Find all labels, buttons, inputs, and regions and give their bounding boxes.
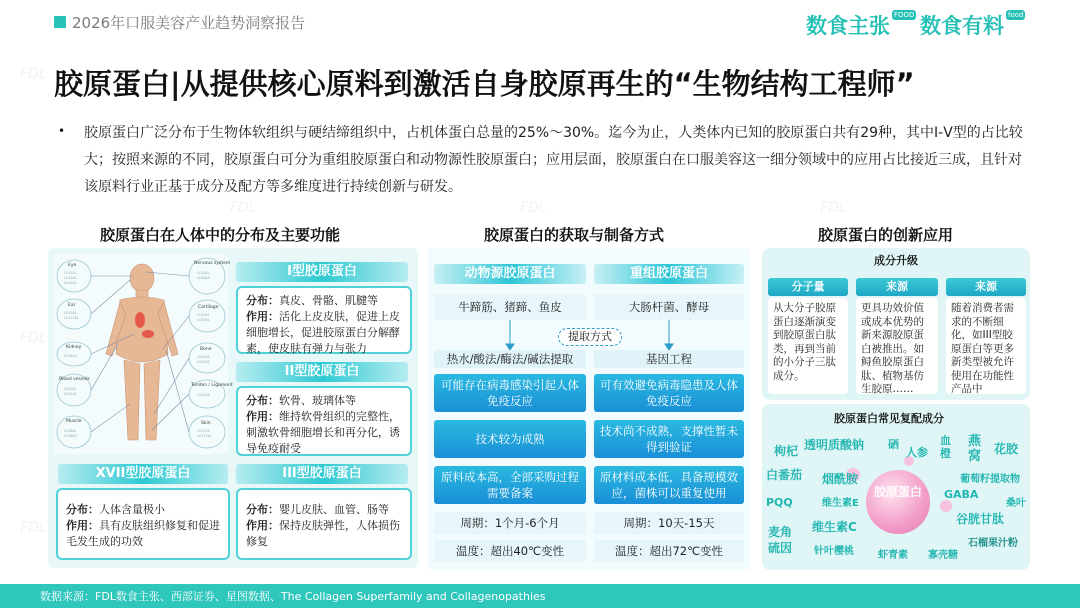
animal-source-materials: 牛蹄筋、猪蹄、鱼皮 [434, 294, 586, 320]
ingredient-white-tomato: 白番茄 [766, 468, 803, 482]
animal-row-safety: 可能存在病毒感染引起人体免疫反应 [434, 374, 586, 412]
fig-label-ear: Ear [68, 303, 76, 308]
svg-text:COL1A1: COL1A1 [64, 271, 77, 275]
svg-text:COL6A1: COL6A1 [64, 429, 77, 433]
ingredient-hyaluronate: 透明质酸钠 [804, 438, 865, 452]
type-i-card [236, 286, 412, 354]
type-ii-header: II型胶原蛋白 [236, 362, 408, 382]
body-collagen-figure [54, 254, 233, 454]
svg-text:COL4A1: COL4A1 [197, 271, 210, 275]
type-ii-dist-label: 分布： [246, 394, 279, 407]
brand-logo-1 [806, 10, 916, 40]
upgrade-card-3-text: 随着消费者需求的不断细化，如III型胶原蛋白等更多新类型被允许使用在功能性产品中 [946, 298, 1026, 394]
svg-text:COL3A1: COL3A1 [64, 387, 77, 391]
header-accent-mark [54, 16, 66, 28]
type-xvii-func-label: 作用： [66, 519, 99, 532]
ingredient-goji: 枸杞 [774, 444, 799, 458]
animal-row-tech: 技术较为成熟 [434, 420, 586, 458]
fig-label-blood-vessels: Blood vessels [59, 377, 90, 382]
ingredient-vitamin-e: 维生素E [822, 498, 859, 509]
right-section-title: 胶原蛋白的创新应用 [818, 226, 954, 244]
ingredient-fish-maw: 花胶 [994, 442, 1019, 456]
brand-1-tag: FOOD [894, 11, 915, 19]
svg-text:COL1A1: COL1A1 [197, 393, 210, 397]
brand-2-tag: food [1008, 11, 1024, 19]
type-iii-card [236, 488, 412, 560]
svg-text:COL4A3: COL4A3 [64, 354, 77, 358]
svg-text:COL4A1: COL4A1 [64, 392, 77, 396]
left-section-title: 胶原蛋白在人体中的分布及主要功能 [100, 226, 341, 244]
ingredient-glutathione: 谷胱甘肽 [956, 512, 1005, 526]
recombinant-row-tech: 技术尚不成熟，支撑性暂未得到验证 [594, 420, 744, 458]
recombinant-header: 重组胶原蛋白 [594, 264, 744, 284]
type-xvii-dist-label: 分布： [66, 503, 99, 516]
type-i-func-label: 作用： [246, 310, 279, 323]
svg-text:COL6A3: COL6A3 [197, 276, 210, 280]
type-iii-dist-label: 分布： [246, 503, 279, 516]
ingredient-ginseng: 人参 [906, 446, 928, 459]
fig-label-cartilage: Cartilage [198, 305, 219, 310]
animal-source-header: 动物源胶原蛋白 [434, 264, 586, 284]
fig-label-kidney: Kidney [66, 345, 82, 350]
type-iii-func-label: 作用： [246, 519, 279, 532]
type-xvii-func: 具有皮肤组织修复和促进毛发生成的功效 [66, 519, 220, 548]
compound-ingredients-title: 胶原蛋白常见复配成分 [834, 412, 944, 425]
page-title: 胶原蛋白|从提供核心原料到激活自身胶原再生的“生物结构工程师” [54, 67, 915, 101]
intro-paragraph: 胶原蛋白广泛分布于生物体软组织与硬结缔组织中，占机体蛋白总量的25%～30%。迄今为止，人类体内已知的胶原蛋白共有29种，其中Ⅰ-Ⅴ型的占比较大；按照来源的不同，胶原蛋白可分为重组胶原蛋白和动物源性胶原蛋白；应用层面，胶原蛋白在口服美容这一细分领域中的应用占比接近三成，且针对该原料行业正基于成分及配方等多维度进行持续创新与研发。 [84, 125, 1023, 195]
recombinant-row-temperature: 温度：超出72℃变性 [594, 540, 744, 562]
svg-text:COL5A1: COL5A1 [64, 281, 77, 285]
ingredient-birdnest: 燕窝 [968, 434, 982, 464]
type-iii-header: III型胶原蛋白 [236, 464, 408, 484]
animal-row-cycle: 周期：1个月-6个月 [434, 512, 586, 534]
recombinant-row-cycle: 周期：10天-15天 [594, 512, 744, 534]
svg-text:COL2A1: COL2A1 [197, 313, 210, 317]
svg-text:COL1A2: COL1A2 [197, 360, 210, 364]
type-i-dist: 真皮、骨骼、肌腱等 [279, 294, 378, 307]
brand-1-name: 数食主张 [806, 14, 890, 38]
ingredient-mulberry-leaf: 桑叶 [1006, 498, 1026, 509]
ingredient-pqq: PQQ [766, 496, 793, 509]
svg-text:COL6A3: COL6A3 [64, 434, 77, 438]
middle-section-title: 胶原蛋白的获取与制备方式 [484, 226, 665, 244]
brand-2-name: 数食有料 [920, 14, 1004, 38]
report-title: 2026年口服美容产业趋势洞察报告 [72, 14, 306, 32]
fig-label-nervous: Nervous system [194, 261, 231, 266]
ingredient-blood-orange: 血橙 [940, 434, 951, 460]
type-xvii-card [56, 488, 230, 560]
svg-text:COL17A1: COL17A1 [197, 434, 212, 438]
type-ii-card [236, 386, 412, 456]
svg-text:COL11A1: COL11A1 [64, 316, 79, 320]
svg-text:COL7A1: COL7A1 [197, 429, 210, 433]
type-ii-dist: 软骨、玻璃体等 [279, 394, 356, 407]
recombinant-source-materials: 大肠杆菌、酵母 [594, 294, 744, 320]
upgrade-card-1-head: 分子量 [768, 278, 848, 296]
fig-label-bone: Bone [200, 347, 212, 352]
bullet-dot: • [58, 124, 66, 138]
type-xvii-header: XVII型胶原蛋白 [58, 464, 228, 484]
ingredient-ergothioneine: 麦角硫因 [768, 525, 793, 555]
type-i-header: I型胶原蛋白 [236, 262, 408, 282]
ingredient-grape-seed: 葡萄籽提取物 [960, 474, 1020, 485]
type-ii-func: 维持软骨组织的完整性，刺激软骨细胞增长和再分化，诱导免疫耐受 [246, 410, 400, 455]
recombinant-extract-method: 基因工程 [594, 350, 744, 368]
ingredient-gaba: GABA [944, 488, 979, 501]
svg-text:COL2A1: COL2A1 [64, 276, 77, 280]
type-i-dist-label: 分布： [246, 294, 279, 307]
collagen-bubble [866, 470, 930, 534]
brand-logo-2 [920, 10, 1025, 40]
type-iii-dist: 婴儿皮肤、血管、肠等 [279, 503, 389, 516]
fig-label-muscle: Muscle [66, 419, 82, 424]
type-i-func: 活化上皮皮肤，促进上皮细胞增长，促进胶原蛋白分解酵素，使皮肤有弹力与张力 [246, 310, 400, 355]
ingredient-vitamin-c: 维生素C [812, 520, 857, 534]
animal-row-cost: 原料成本高，全部采购过程需要备案 [434, 466, 586, 504]
recombinant-row-cost: 原材料成本低，具备规模效应，菌株可以重复使用 [594, 466, 744, 504]
upgrade-card-2-head: 来源 [856, 278, 938, 296]
collagen-bubble-label: 胶原蛋白 [873, 485, 922, 499]
type-ii-func-label: 作用： [246, 410, 279, 423]
upgrade-card-2-text: 更具功效价值或成本优势的新来源胶原蛋白被推出。如鲟鱼胶原蛋白肽、植物基仿生胶原…… [856, 298, 938, 394]
svg-text:COL1A1: COL1A1 [197, 355, 210, 359]
fig-label-skin: Skin [201, 421, 211, 426]
bubble-small [940, 500, 952, 512]
fig-label-eye: Eye [68, 263, 77, 268]
animal-extract-method: 热水/酸法/酶法/碱法提取 [434, 350, 586, 368]
ingredient-selenium: 硒 [888, 438, 899, 451]
ingredient-pomegranate-powder: 石榴果汁粉 [968, 538, 1018, 549]
ingredient-acerola: 针叶樱桃 [814, 546, 854, 557]
upgrade-card-3-head: 来源 [946, 278, 1026, 296]
type-iii-func: 保持皮肤弹性，人体损伤修复 [246, 519, 400, 548]
recombinant-row-safety: 可有效避免病毒隐患及人体免疫反应 [594, 374, 744, 412]
ingredient-astaxanthin: 虾青素 [878, 550, 908, 561]
extract-method-label: 提取方式 [558, 328, 622, 346]
type-xvii-dist: 人体含量极小 [99, 503, 165, 516]
fig-label-tendon: Tendon / Ligament [191, 383, 233, 388]
data-source-note: 数据来源：FDL数食主张、西部证券、星图数据、The Collagen Superfamily and Collagenopathies [40, 590, 546, 603]
svg-text:COL2A1: COL2A1 [64, 311, 77, 315]
upgrade-card-1-text: 从大分子胶原蛋白逐渐演变到胶原蛋白肽类，再到当前的小分子三肽成分。 [768, 298, 848, 394]
ingredient-niacinamide: 烟酰胺 [822, 472, 859, 486]
ingredient-oligochitosan: 寡壳糖 [928, 550, 958, 561]
svg-text:COL9A1: COL9A1 [197, 318, 210, 322]
upgrade-title: 成分升级 [874, 254, 918, 267]
animal-row-temperature: 温度：超出40℃变性 [434, 540, 586, 562]
